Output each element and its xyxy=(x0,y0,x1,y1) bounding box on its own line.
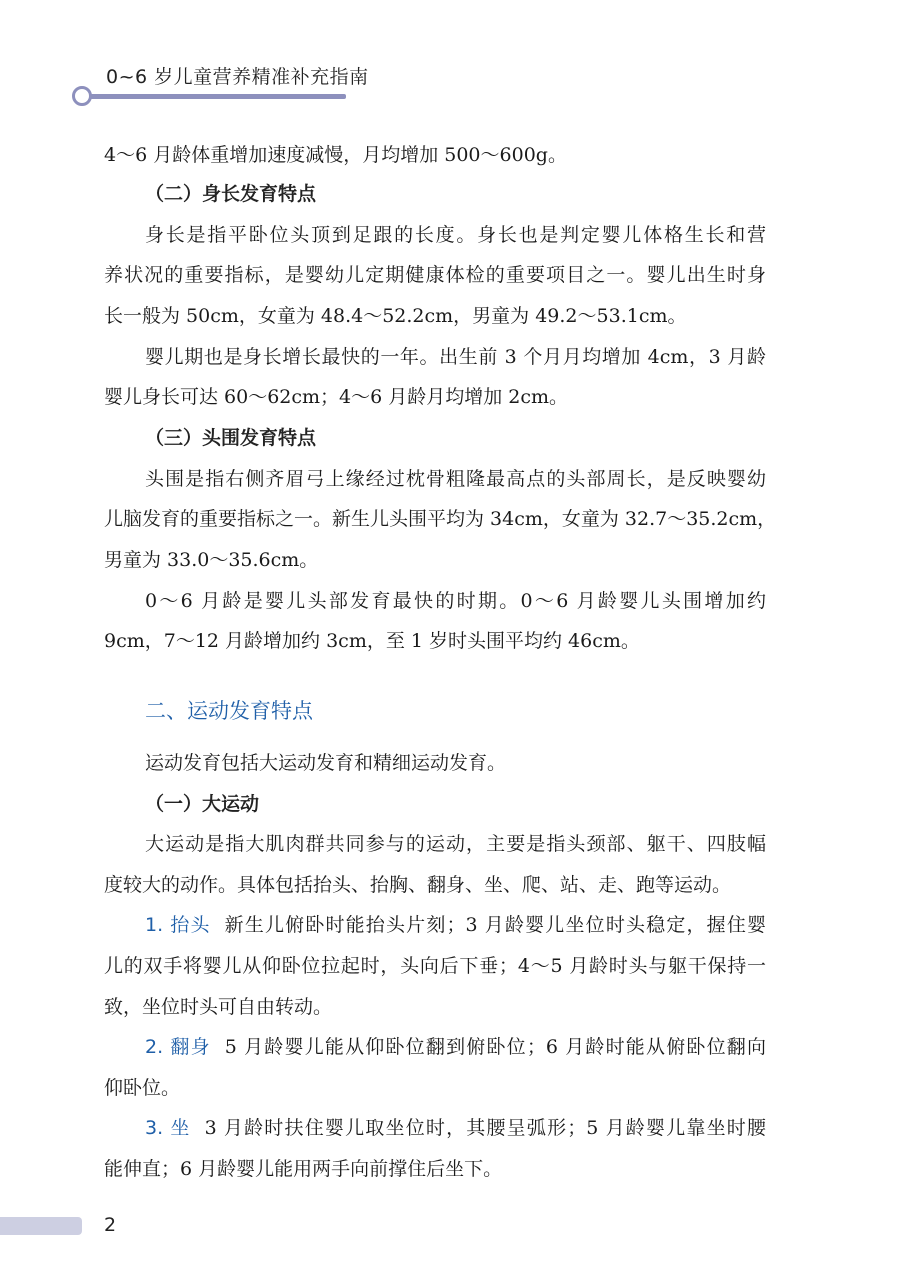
paragraph-line: 身长是指平卧位头顶到足跟的长度。身长也是判定婴儿体格生长和营 xyxy=(145,224,766,246)
paragraph-line: 运动发育包括大运动发育和精细运动发育。 xyxy=(145,752,507,774)
paragraph-line: 头围是指右侧齐眉弓上缘经过枕骨粗隆最高点的头部周长，是反映婴幼 xyxy=(145,468,766,490)
subsection-title-length: （二）身长发育特点 xyxy=(145,183,317,205)
paragraph-line: 婴儿期也是身长增长最快的一年。出生前 3 个月月均增加 4cm，3 月龄 xyxy=(145,346,766,368)
header-title: 0~6 岁儿童营养精准补充指南 xyxy=(106,66,369,88)
subsection-title-head: （三）头围发育特点 xyxy=(145,427,317,449)
paragraph-line: 男童为 33.0～35.6cm。 xyxy=(104,549,319,571)
item-text: 新生儿俯卧时能抬头片刻；3 月龄婴儿坐位时头稳定，握住婴 xyxy=(224,914,766,936)
subsection-title-gross-motor: （一）大运动 xyxy=(145,793,260,815)
item-text: 5 月龄婴儿能从仰卧位翻到俯卧位；6 月龄时能从俯卧位翻向 xyxy=(224,1036,766,1058)
section-title-motor: 二、运动发育特点 xyxy=(145,699,313,723)
paragraph-line: 度较大的动作。具体包括抬头、抬胸、翻身、坐、爬、站、走、跑等运动。 xyxy=(104,874,732,896)
list-item-rollover xyxy=(145,1035,766,1059)
paragraph-line: 养状况的重要指标，是婴幼儿定期健康体检的重要项目之一。婴儿出生时身 xyxy=(104,264,766,286)
page-number: 2 xyxy=(104,1214,117,1236)
footer-tab xyxy=(0,1217,82,1235)
item-label: 2. 翻身 xyxy=(145,1036,211,1058)
paragraph-line: 9cm，7～12 月龄增加约 3cm，至 1 岁时头围平均约 46cm。 xyxy=(104,630,640,652)
paragraph-line: 大运动是指大肌肉群共同参与的运动，主要是指头颈部、躯干、四肢幅 xyxy=(145,833,766,855)
paragraph-line: 4～6 月龄体重增加速度减慢，月均增加 500～600g。 xyxy=(104,144,567,166)
item-text: 3 月龄时扶住婴儿取坐位时，其腰呈弧形；5 月龄婴儿靠坐时腰 xyxy=(204,1117,767,1139)
list-item-head-lift xyxy=(145,913,766,937)
paragraph-line: 致，坐位时头可自由转动。 xyxy=(104,996,333,1018)
paragraph-line: 仰卧位。 xyxy=(104,1077,181,1099)
paragraph-line: 儿脑发育的重要指标之一。新生儿头围平均为 34cm，女童为 32.7～35.2cm， xyxy=(104,508,777,530)
header-circle-ornament xyxy=(72,86,92,106)
paragraph-line: 儿的双手将婴儿从仰卧位拉起时，头向后下垂；4～5 月龄时头与躯干保持一 xyxy=(104,955,766,977)
list-item-sit xyxy=(145,1116,766,1140)
paragraph-line: 婴儿身长可达 60～62cm；4～6 月龄月均增加 2cm。 xyxy=(104,386,569,408)
paragraph-line: 0～6 月龄是婴儿头部发育最快的时期。0～6 月龄婴儿头围增加约 xyxy=(145,590,766,612)
item-label: 1. 抬头 xyxy=(145,914,211,936)
paragraph-line: 长一般为 50cm，女童为 48.4～52.2cm，男童为 49.2～53.1cm。 xyxy=(104,305,687,327)
header-rule xyxy=(82,94,346,99)
item-label: 3. 坐 xyxy=(145,1117,191,1139)
paragraph-line: 能伸直；6 月龄婴儿能用两手向前撑住后坐下。 xyxy=(104,1158,503,1180)
